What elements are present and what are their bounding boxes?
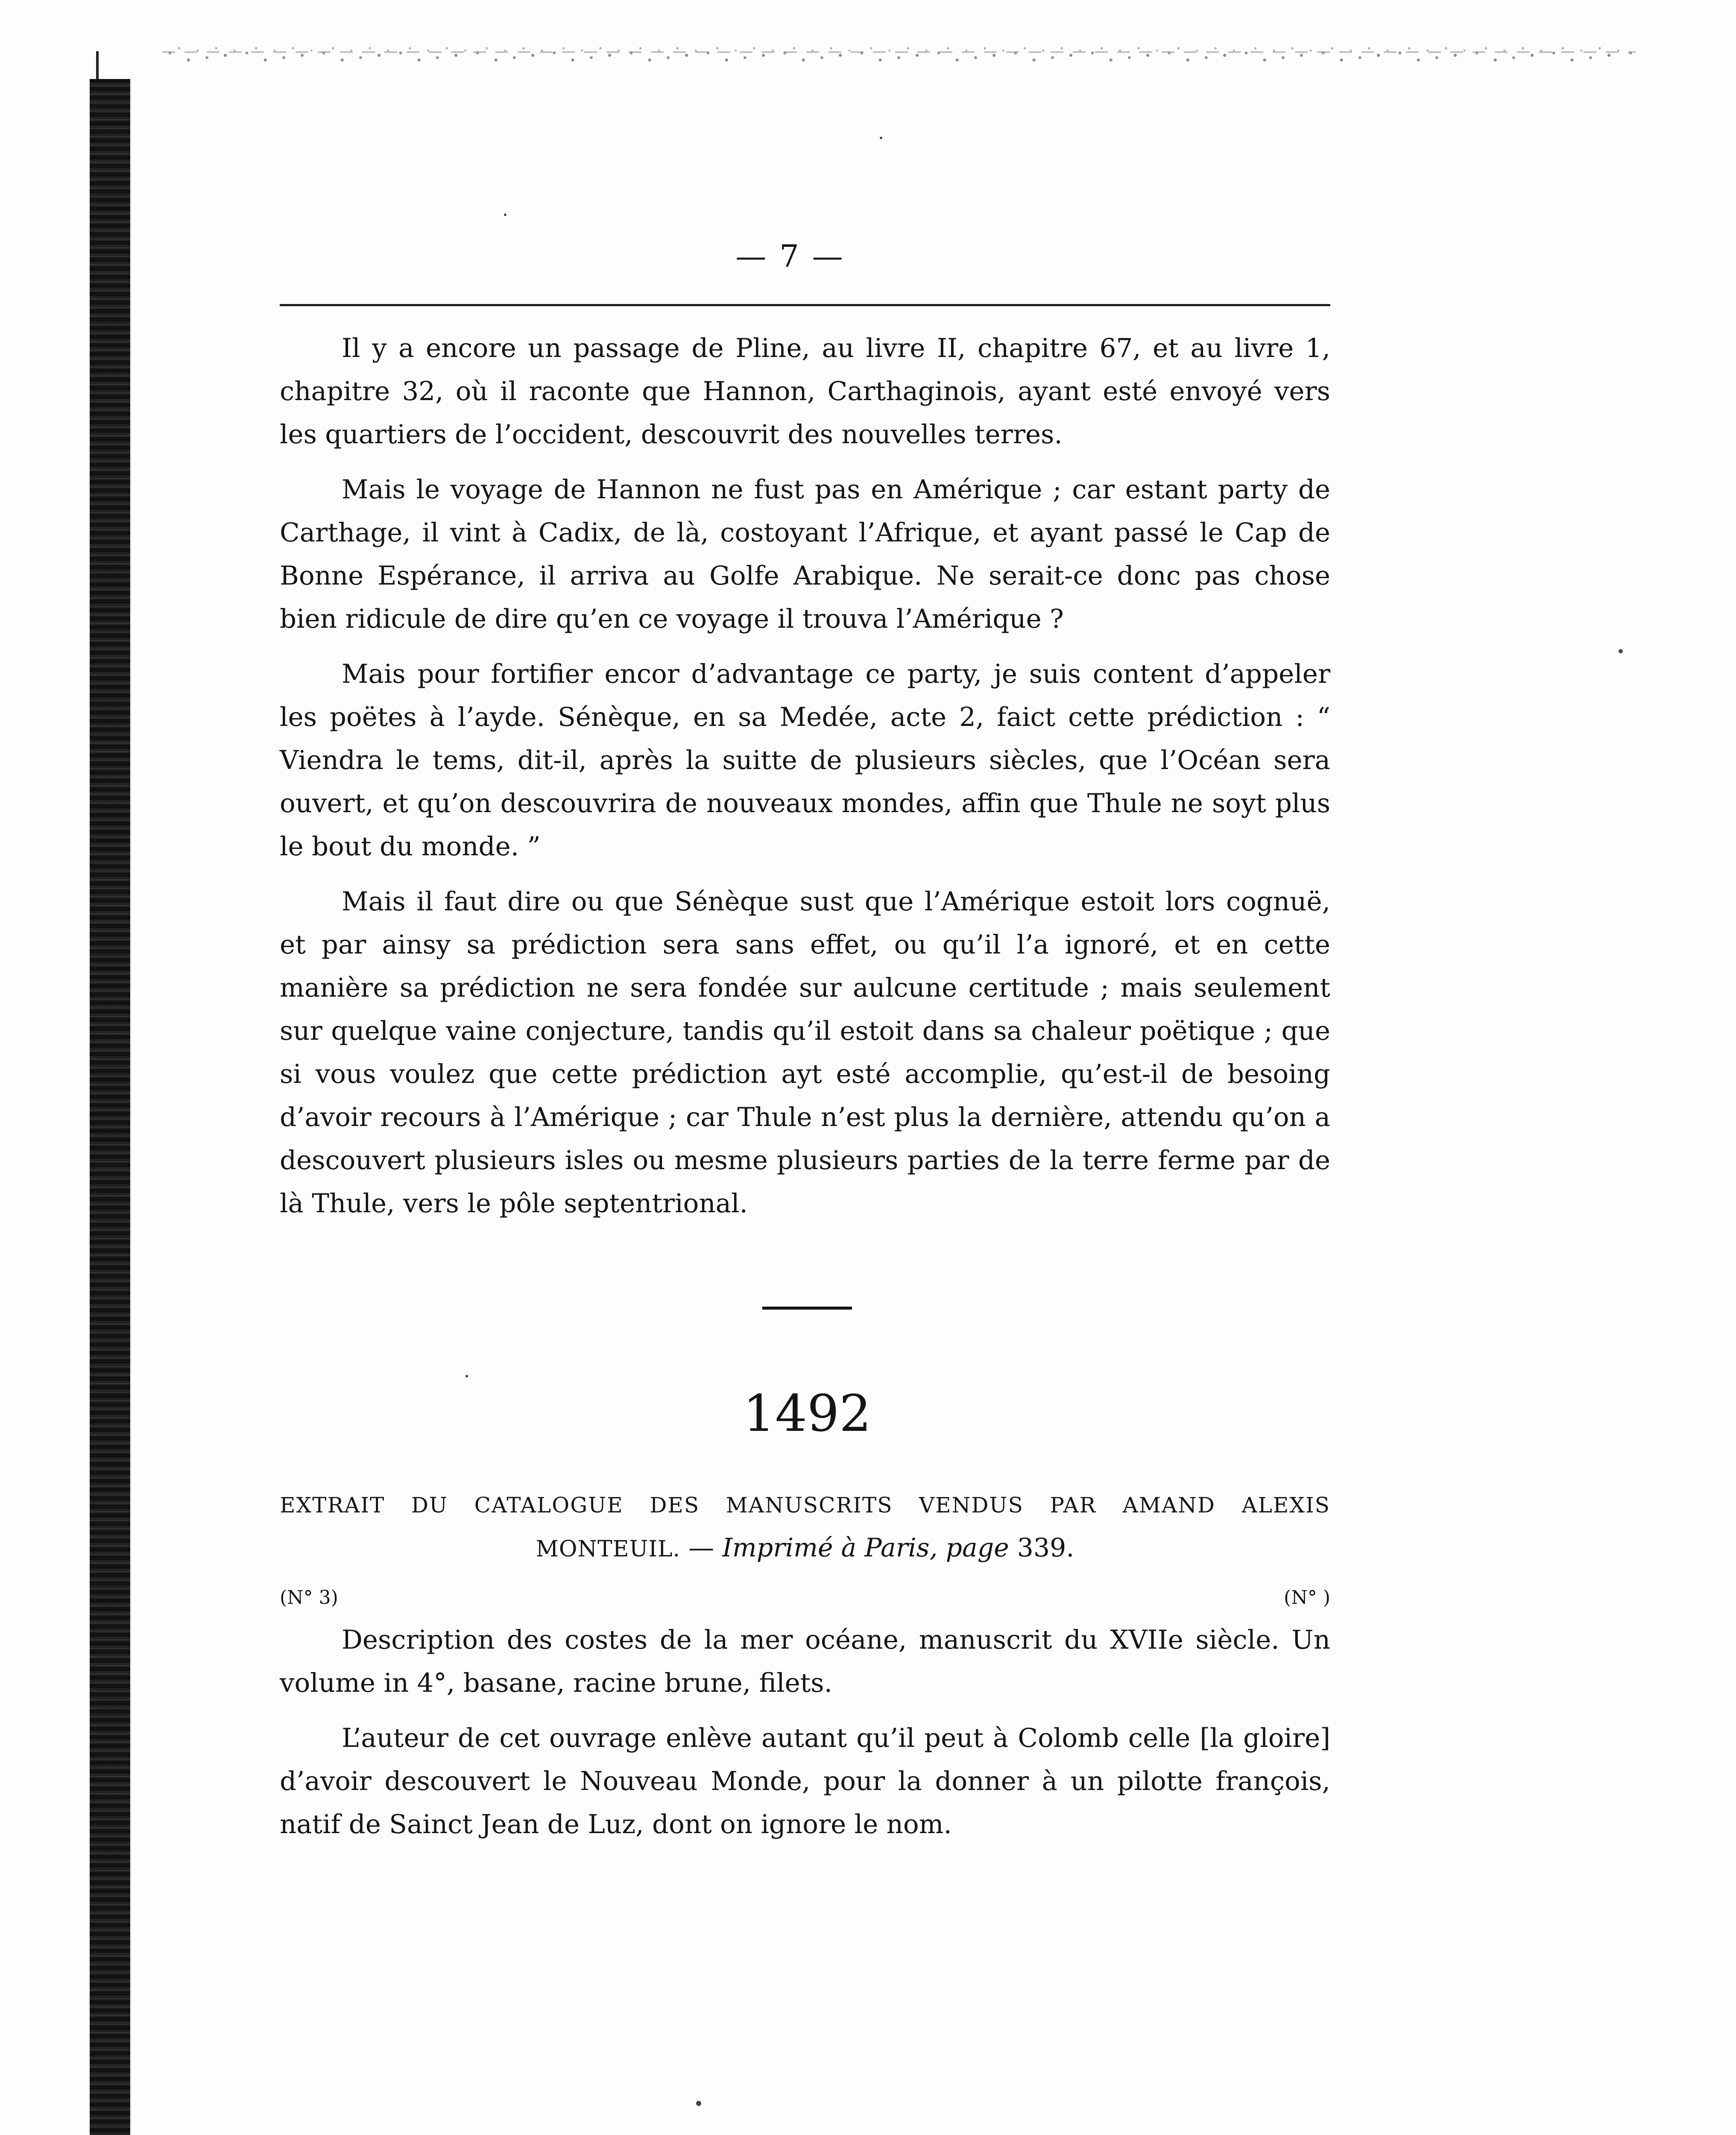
manuscript-description: Description des costes de la mer océane, manuscrit du XVIIe siècle. Un volume in 4°, basane, racine brune, filets.: [280, 1625, 1330, 1698]
scan-speck: [465, 1375, 468, 1378]
catalogue-page-ref: 339.: [1009, 1533, 1074, 1563]
header-rule: [280, 304, 1330, 306]
scan-speck: [504, 214, 506, 216]
entry-numbers: [280, 1585, 1330, 1611]
paragraph-thule: Mais il faut dire ou que Sénèque sust que l’Amérique estoit lors cognuë, et par ainsy sa prédiction sera sans effet, ou qu’il l’a ignoré, et en cette manière sa prédiction ne sera fondée sur aulcune certitude ; mais seulement sur quelque vaine conjecture, tandis qu’il estoit dans sa chaleur poëtique ; que si vous voulez que cette prédiction ayt esté accomplie, qu’est-il de besoing d’avoir recours à l’Amérique ; car Thule n’est plus la dernière, attendu qu’on a descouvert plusieurs isles ou mesme plusieurs parties de la terre ferme par de là Thule, vers le pôle septentrional.: [280, 886, 1330, 1219]
section-divider: [762, 1307, 852, 1310]
paragraph-pline: Il y a encore un passage de Pline, au livre II, chapitre 67, et au livre 1, chapitre 32, où il raconte que Hannon, Carthaginois, ayant esté envoyé vers les quartiers de l’occident, descouvrit des nouvelles terres.: [280, 333, 1330, 450]
page-number: — 7 —: [735, 238, 845, 274]
catalogue-author-name: MONTEUIL.: [536, 1536, 681, 1562]
year-heading: 1492: [743, 1384, 872, 1443]
scan-speck: [696, 2101, 701, 2106]
catalogue-title-dash: —: [680, 1533, 723, 1563]
main-text-block: [280, 327, 1330, 1237]
entry-number-right: (N° ): [1284, 1587, 1330, 1609]
binding-edge-shadow: [90, 79, 130, 2135]
entry-number-left: (N° 3): [280, 1587, 338, 1609]
paragraph-seneque: Mais pour fortifier encor d’advantage ce party, je suis content d’appeler les poëtes à l’ayde. Sénèque, en sa Medée, acte 2, faict cette prédiction : “ Viendra le tems, dit-il, après la suitte de plusieurs siècles, que l’Océan sera ouvert, et qu’on descouvrira de nouveaux mondes, affin que Thule ne soyt plus le bout du monde. ”: [280, 659, 1330, 862]
scan-top-edge-line: [162, 51, 1636, 53]
catalogue-title-line2: [280, 1527, 1330, 1571]
paragraph-hannon: Mais le voyage de Hannon ne fust pas en Amérique ; car estant party de Carthage, il vint à Cadix, de là, costoyant l’Afrique, et ayant passé le Cap de Bonne Espérance, il arriva au Golfe Arabique. Ne serait-ce donc pas chose bien ridicule de dire qu’en ce voyage il trouva l’Amérique ?: [280, 474, 1330, 634]
scan-speck: [1619, 649, 1623, 653]
catalogue-imprint: Imprimé à Paris, page: [722, 1533, 1009, 1563]
scan-speck: [880, 137, 882, 139]
catalogue-title: [280, 1484, 1330, 1571]
manuscript-note: L’auteur de cet ouvrage enlève autant qu’il peut à Colomb celle [la gloire] d’avoir descouvert le Nouveau Monde, pour la donner à un pilotte françois, natif de Sainct Jean de Luz, dont on ignore le nom.: [280, 1723, 1330, 1840]
scan-top-edge-noise: [162, 34, 1636, 81]
catalogue-title-line1: EXTRAIT DU CATALOGUE DES MANUSCRITS VENDUS PAR AMAND ALEXIS: [280, 1493, 1330, 1518]
catalogue-entry-text: [280, 1618, 1330, 1858]
